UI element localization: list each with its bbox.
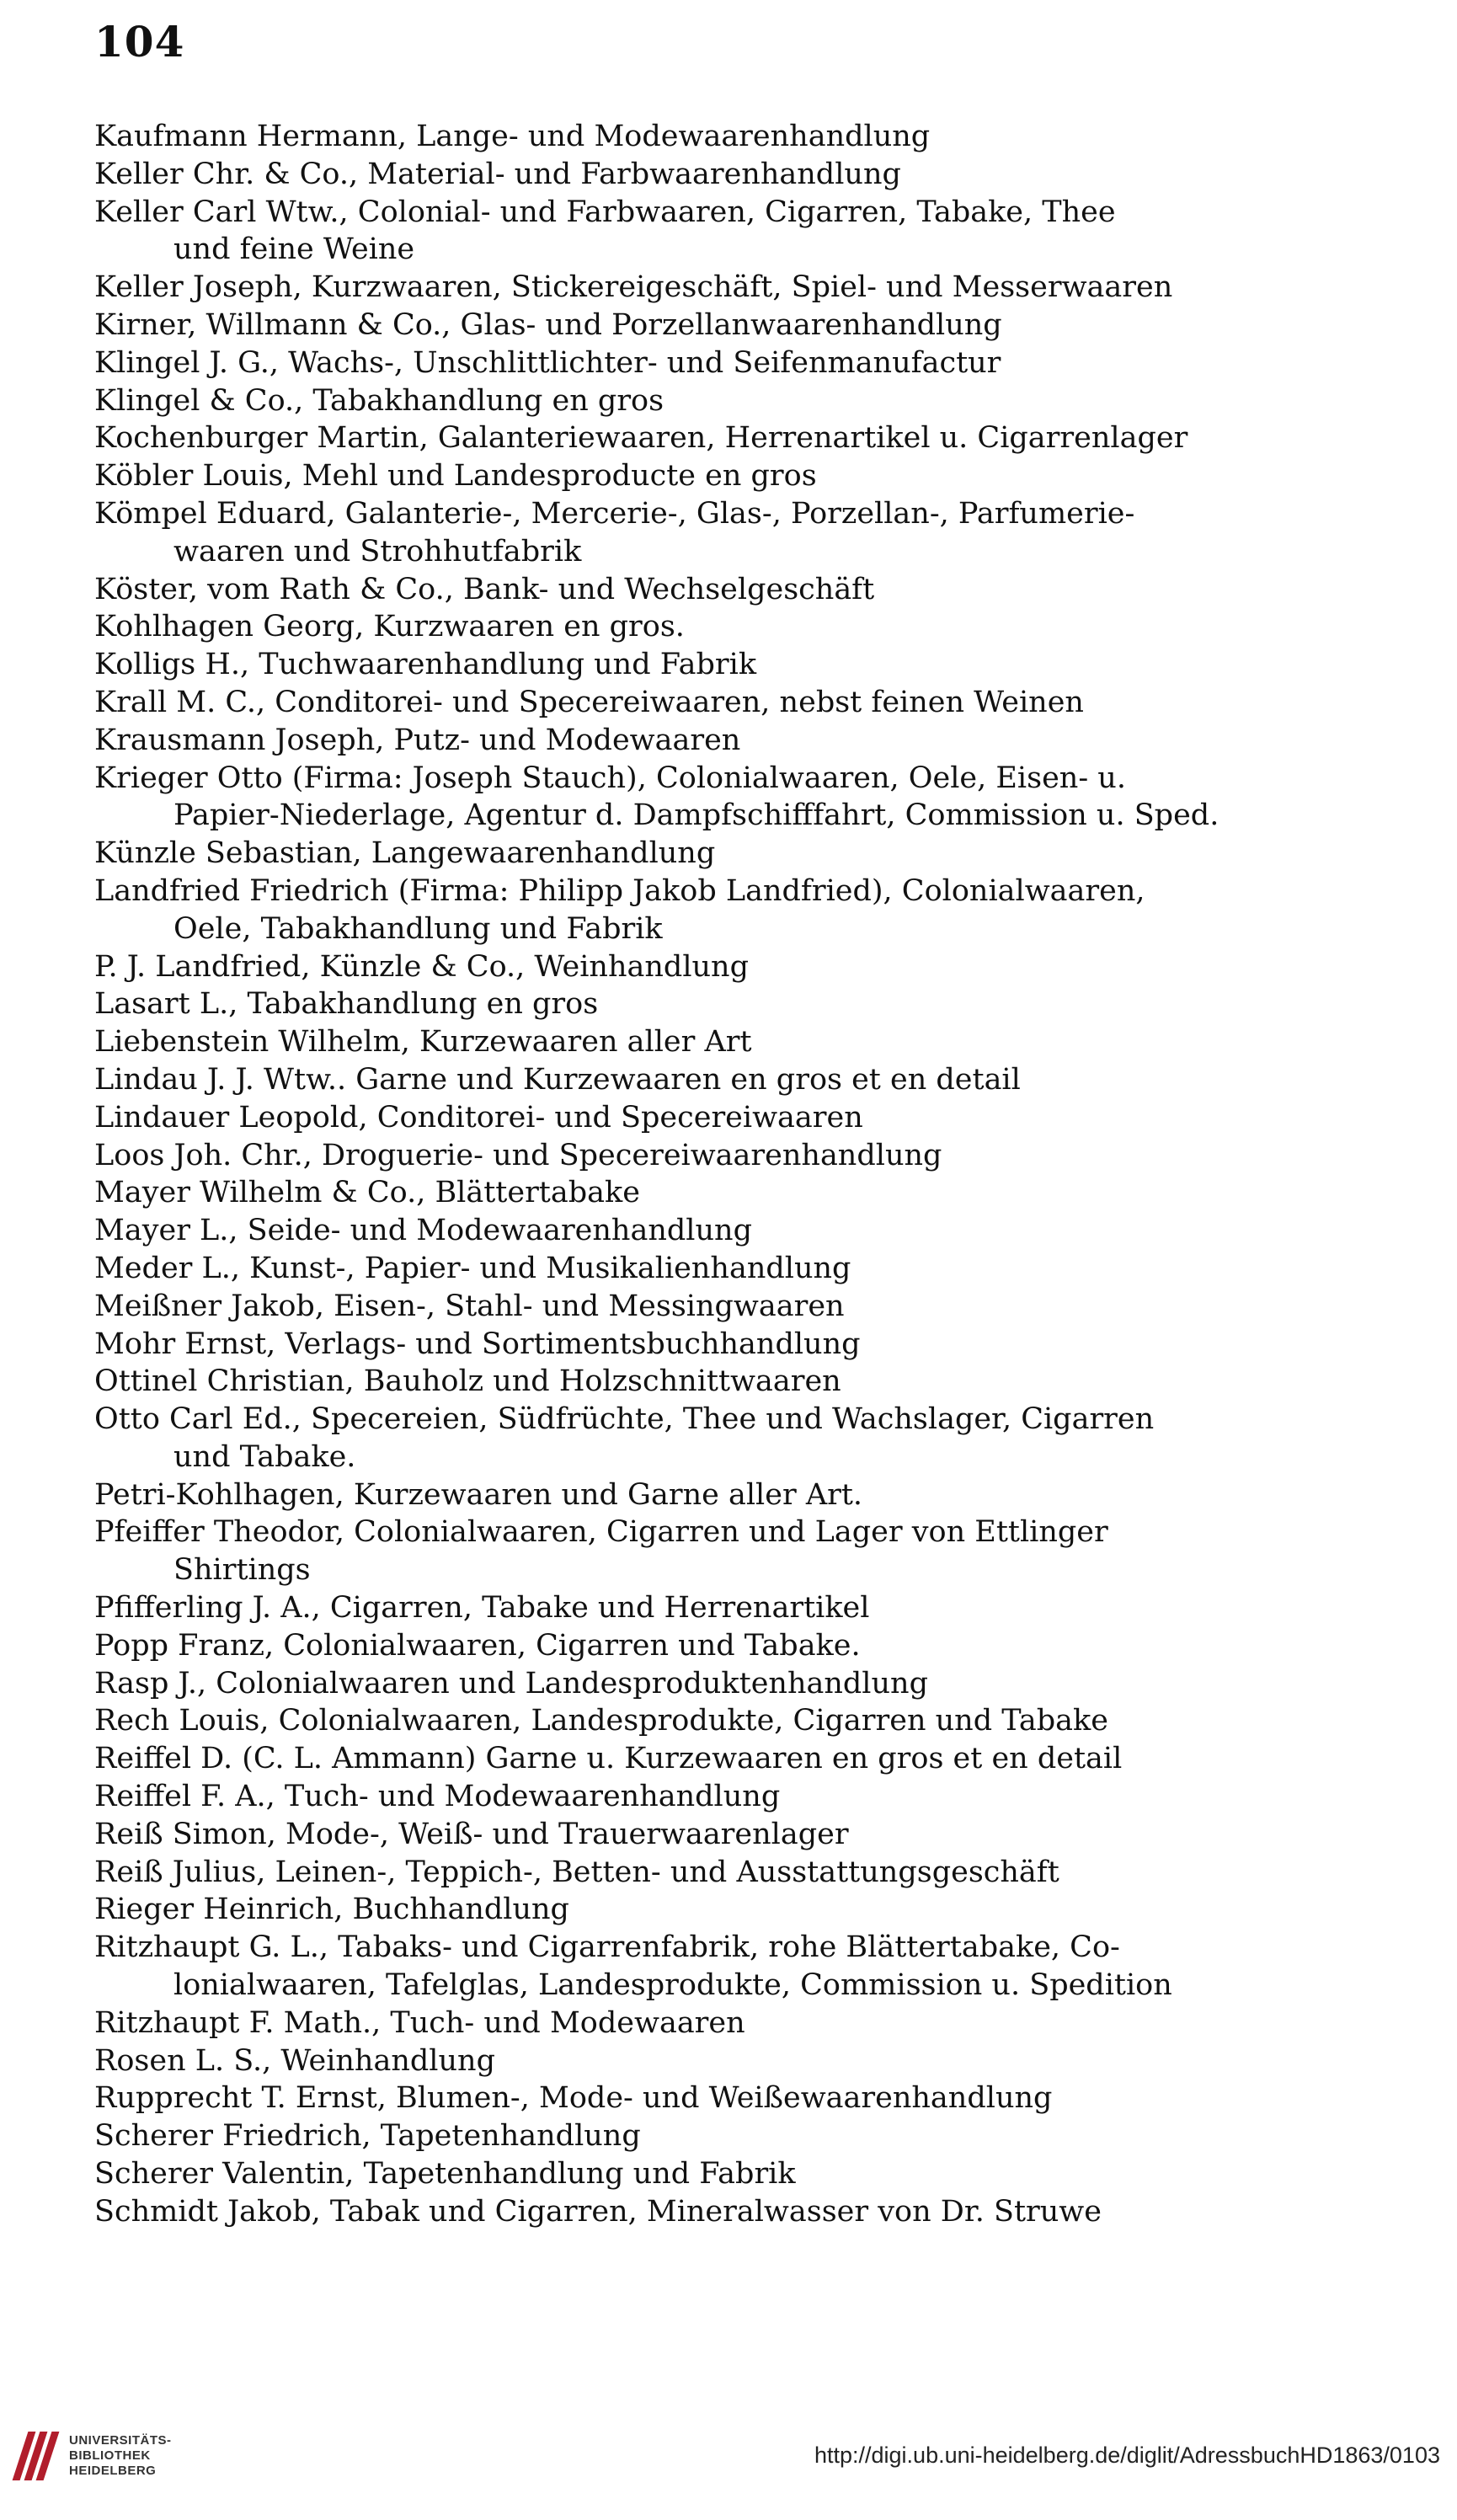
directory-entries <box>94 118 1324 2231</box>
entry-text: Loos Joh. Chr., Droguerie- und Specereiwaarenhandlung <box>94 1138 942 1172</box>
directory-entry <box>94 948 1324 986</box>
entry-text: Mayer L., Seide- und Modewaarenhandlung <box>94 1214 752 1248</box>
library-logo-icon <box>17 2428 59 2484</box>
directory-entry <box>94 344 1324 382</box>
entry-text: Klingel J. G., Wachs-, Unschlittlichter- und Seifenmanufactur <box>94 345 1001 380</box>
directory-entry <box>94 684 1324 722</box>
directory-entry <box>94 722 1324 760</box>
entry-text: Keller Carl Wtw., Colonial- und Farbwaaren, Cigarren, Tabake, Thee <box>94 195 1116 229</box>
entry-text: Reiß Simon, Mode-, Weiß- und Trauerwaarenlager <box>94 1817 849 1851</box>
directory-entry <box>94 646 1324 684</box>
directory-entry <box>94 269 1324 307</box>
entry-text: Krausmann Joseph, Putz- und Modewaaren <box>94 723 741 757</box>
entry-continuation: Oele, Tabakhandlung und Fabrik <box>173 911 663 946</box>
directory-entry <box>94 2005 1324 2042</box>
entry-text: Keller Joseph, Kurzwaaren, Stickereigeschäft, Spiel- und Messerwaaren <box>94 270 1173 305</box>
entry-text: Landfried Friedrich (Firma: Philipp Jakob Landfried), Colonialwaaren, <box>94 873 1145 908</box>
directory-entry <box>94 1589 1324 1627</box>
entry-text: Mohr Ernst, Verlags- und Sortimentsbuchhandlung <box>94 1327 861 1361</box>
entry-text: Ottinel Christian, Bauholz und Holzschnittwaaren <box>94 1364 841 1399</box>
entry-text: Rasp J., Colonialwaaren und Landesproduktenhandlung <box>94 1666 928 1700</box>
entry-text: Liebenstein Wilhelm, Kurzewaaren aller Art <box>94 1025 752 1060</box>
directory-entry <box>94 419 1324 457</box>
directory-entry <box>94 194 1324 270</box>
directory-entry <box>94 1740 1324 1778</box>
entry-text: Mayer Wilhelm & Co., Blättertabake <box>94 1176 640 1210</box>
directory-entry <box>94 1023 1324 1061</box>
directory-entry <box>94 1627 1324 1665</box>
entry-continuation: waaren und Strohhutfabrik <box>173 534 582 569</box>
directory-entry <box>94 2117 1324 2155</box>
entry-text: Meißner Jakob, Eisen-, Stahl- und Messingwaaren <box>94 1289 845 1323</box>
directory-entry <box>94 1401 1324 1476</box>
entry-text: Reiß Julius, Leinen-, Teppich-, Betten- und Ausstattungsgeschäft <box>94 1855 1059 1889</box>
directory-entry <box>94 1061 1324 1099</box>
entry-continuation: Papier-Niederlage, Agentur d. Dampfschifffahrt, Commission u. Sped. <box>173 798 1220 833</box>
entry-text: Künzle Sebastian, Langewaarenhandlung <box>94 836 716 871</box>
entry-text: Kaufmann Hermann, Lange- und Modewaarenhandlung <box>94 120 931 153</box>
entry-text: Ritzhaupt F. Math., Tuch- und Modewaaren <box>94 2005 745 2040</box>
entry-text: Rieger Heinrich, Buchhandlung <box>94 1893 569 1927</box>
entry-text: Lasart L., Tabakhandlung en gros <box>94 987 599 1022</box>
directory-entry <box>94 457 1324 495</box>
entry-text: Klingel & Co., Tabakhandlung en gros <box>94 383 664 418</box>
library-logo-text <box>69 2433 172 2479</box>
directory-entry <box>94 1816 1324 1854</box>
directory-entry <box>94 985 1324 1023</box>
entry-text: Rosen L. S., Weinhandlung <box>94 2043 495 2078</box>
directory-entry <box>94 1778 1324 1816</box>
entry-continuation: und Tabake. <box>173 1439 356 1474</box>
library-logo <box>17 2422 202 2490</box>
directory-entry <box>94 1137 1324 1175</box>
source-url[interactable]: http://digi.ub.uni-heidelberg.de/diglit/AdressbuchHD1863/0103 <box>814 2443 1440 2468</box>
directory-entry <box>94 1702 1324 1740</box>
entry-text: Petri-Kohlhagen, Kurzewaaren und Garne aller Art. <box>94 1477 863 1512</box>
directory-entry <box>94 1250 1324 1288</box>
entry-text: Krieger Otto (Firma: Joseph Stauch), Colonialwaaren, Oele, Eisen- u. <box>94 761 1126 795</box>
entry-text: Köster, vom Rath & Co., Bank- und Wechselgeschäft <box>94 572 875 606</box>
entry-text: Krall M. C., Conditorei- und Specereiwaaren, nebst feinen Weinen <box>94 685 1084 719</box>
directory-entry <box>94 1363 1324 1401</box>
entry-continuation: Shirtings <box>173 1553 311 1588</box>
directory-entry <box>94 1665 1324 1703</box>
footer <box>0 2409 1457 2493</box>
entry-text: Ritzhaupt G. L., Tabaks- und Cigarrenfabrik, rohe Blättertabake, Co- <box>94 1930 1120 1965</box>
directory-entry <box>94 1854 1324 1892</box>
directory-entry <box>94 873 1324 948</box>
directory-entry <box>94 571 1324 609</box>
entry-text: Reiffel D. (C. L. Ammann) Garne u. Kurzewaaren en gros et en detail <box>94 1742 1123 1776</box>
entry-text: Scherer Valentin, Tapetenhandlung und Fabrik <box>94 2157 796 2192</box>
directory-entry <box>94 1288 1324 1326</box>
entry-text: Scherer Friedrich, Tapetenhandlung <box>94 2119 641 2154</box>
logo-line: UNIVERSITÄTS- <box>69 2433 172 2448</box>
directory-entry <box>94 2042 1324 2080</box>
directory-entry <box>94 307 1324 344</box>
entry-text: Lindauer Leopold, Conditorei- und Specereiwaaren <box>94 1100 863 1135</box>
directory-entry <box>94 1326 1324 1364</box>
directory-entry <box>94 2193 1324 2231</box>
entry-continuation: lonialwaaren, Tafelglas, Landesprodukte, Commission u. Spedition <box>173 1968 1172 2003</box>
directory-entry <box>94 1891 1324 1929</box>
directory-entry <box>94 1099 1324 1137</box>
entry-text: Reiffel F. A., Tuch- und Modewaarenhandlung <box>94 1780 781 1814</box>
directory-entry <box>94 835 1324 873</box>
entry-text: Kirner, Willmann & Co., Glas- und Porzellanwaarenhandlung <box>94 307 1002 342</box>
directory-entry <box>94 1212 1324 1250</box>
directory-entry <box>94 1929 1324 2005</box>
directory-entry <box>94 760 1324 836</box>
entry-text: Kochenburger Martin, Galanteriewaaren, Herrenartikel u. Cigarrenlager <box>94 421 1188 456</box>
entry-continuation: und feine Weine <box>173 232 415 267</box>
entry-text: Popp Franz, Colonialwaaren, Cigarren und Tabake. <box>94 1628 861 1663</box>
entry-text: Pfifferling J. A., Cigarren, Tabake und Herrenartikel <box>94 1591 870 1626</box>
entry-text: Kohlhagen Georg, Kurzwaaren en gros. <box>94 610 685 644</box>
directory-entry <box>94 2155 1324 2193</box>
entry-text: Meder L., Kunst-, Papier- und Musikalienhandlung <box>94 1251 851 1285</box>
directory-entry <box>94 608 1324 646</box>
entry-text: Kömpel Eduard, Galanterie-, Mercerie-, Glas-, Porzellan-, Parfumerie- <box>94 496 1135 531</box>
entry-text: Lindau J. J. Wtw.. Garne und Kurzewaaren en gros et en detail <box>94 1062 1021 1097</box>
entry-text: Rech Louis, Colonialwaaren, Landesprodukte, Cigarren und Tabake <box>94 1704 1108 1738</box>
directory-entry <box>94 1476 1324 1514</box>
directory-entry <box>94 1174 1324 1212</box>
page-number: 104 <box>94 17 185 67</box>
entry-text: Otto Carl Ed., Specereien, Südfrüchte, Thee und Wachslager, Cigarren <box>94 1402 1155 1437</box>
directory-entry <box>94 495 1324 571</box>
entry-text: P. J. Landfried, Künzle & Co., Weinhandlung <box>94 949 750 984</box>
entry-text: Pfeiffer Theodor, Colonialwaaren, Cigarren und Lager von Ettlinger <box>94 1515 1108 1550</box>
logo-line: HEIDELBERG <box>69 2464 157 2478</box>
entry-text: Keller Chr. & Co., Material- und Farbwaarenhandlung <box>94 157 901 191</box>
entry-text: Schmidt Jakob, Tabak und Cigarren, Mineralwasser von Dr. Struwe <box>94 2194 1102 2229</box>
entry-text: Köbler Louis, Mehl und Landesproducte en gros <box>94 459 817 494</box>
entry-text: Kolligs H., Tuchwaarenhandlung und Fabrik <box>94 648 757 682</box>
entry-text: Rupprecht T. Ernst, Blumen-, Mode- und Weißewaarenhandlung <box>94 2081 1053 2116</box>
directory-entry <box>94 1514 1324 1589</box>
logo-line: BIBLIOTHEK <box>69 2448 151 2463</box>
directory-entry <box>94 2080 1324 2117</box>
directory-entry <box>94 118 1324 156</box>
directory-entry <box>94 156 1324 194</box>
directory-entry <box>94 382 1324 420</box>
